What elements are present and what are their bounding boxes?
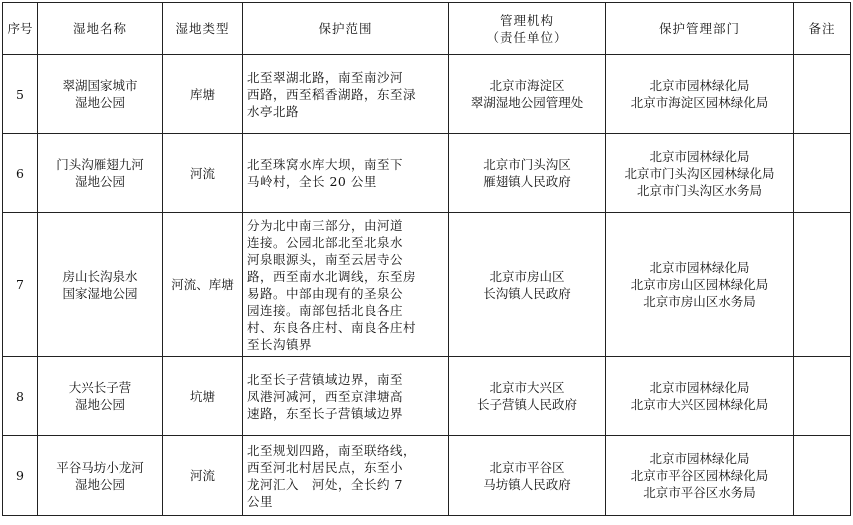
cell-org [449,134,606,213]
name-line: 湿地公园 [74,397,125,412]
org-line: 北京市房山区 [489,268,565,284]
cell-dept [606,357,794,436]
header-org-line: （责任单位） [486,29,568,45]
cell-type: 河流、库塘 [163,213,243,357]
cell-note [794,213,851,357]
scope-line: 易路。中部由现有的圣泉公 [247,285,404,301]
scope-line: 北至珠窝水库大坝，南至下 [247,157,404,172]
cell-no: 8 [3,357,38,436]
cell-org [449,436,606,516]
scope-line: 北至翠湖北路，南至南沙河 [247,69,404,85]
cell-no: 9 [3,436,38,516]
dept-line: 北京市海淀区园林绿化局 [630,95,769,110]
org-line: 长子营镇人民政府 [476,397,577,412]
dept-line: 北京市园林绿化局 [649,148,750,164]
dept-line: 北京市平谷区水务局 [643,485,756,500]
cell-note [794,55,851,134]
cell-no: 6 [3,134,38,213]
scope-line: 马岭村，全长 20 公里 [247,174,377,189]
scope-line: 至长沟镇界 [247,336,313,352]
scope-line: 水亭北路 [247,103,300,119]
cell-no: 7 [3,213,38,357]
name-line: 国家湿地公园 [62,285,138,301]
table-row [3,436,851,516]
org-line: 北京市平谷区 [489,459,565,475]
dept-line: 北京市园林绿化局 [649,78,750,93]
org-line: 翠湖湿地公园管理处 [470,95,584,110]
cell-scope [243,55,449,134]
name-line: 翠湖国家城市 [62,78,138,93]
org-line: 雁翅镇人民政府 [483,174,571,189]
cell-name [38,357,163,436]
dept-line: 北京市平谷区园林绿化局 [630,468,769,483]
cell-name [38,55,163,134]
cell-dept [606,436,794,516]
cell-name [38,134,163,213]
cell-type: 库塘 [163,55,243,134]
scope-line: 路，西至南水北调线，东至房 [247,268,417,284]
dept-line: 北京市门头沟区水务局 [636,182,762,198]
cell-name [38,213,163,357]
scope-line: 北至规划四路，南至联络线， [247,442,417,458]
header-row [3,3,851,55]
dept-line: 北京市园林绿化局 [649,260,750,275]
name-line: 平谷马坊小龙河 [56,459,144,475]
header-no: 序号 [3,3,38,55]
cell-name [38,436,163,516]
scope-line: 北至长子营镇域边界，南至 [247,371,404,387]
cell-scope [243,436,449,516]
scope-line: 分为北中南三部分，由河道 [247,217,404,233]
cell-org [449,213,606,357]
header-note: 备注 [794,3,851,55]
org-line: 北京市海淀区 [489,78,565,93]
org-line: 马坊镇人民政府 [483,476,571,492]
scope-line: 西至河北村居民点，东至小 [247,459,404,475]
header-org [449,3,606,55]
cell-note [794,134,851,213]
cell-org [449,357,606,436]
scope-line: 西路，西至稻香湖路，东至渌 [247,86,417,102]
cell-scope [243,134,449,213]
org-line: 北京市门头沟区 [483,157,571,172]
cell-type: 坑塘 [163,357,243,436]
scope-line: 园连接。南部包括北良各庄 [247,302,404,318]
header-org-line: 管理机构 [499,12,554,28]
cell-note [794,436,851,516]
header-type: 湿地类型 [163,3,243,55]
org-line: 北京市大兴区 [489,380,565,395]
wetland-table [2,2,851,516]
dept-line: 北京市大兴区园林绿化局 [630,397,769,412]
dept-line: 北京市房山区园林绿化局 [630,277,769,292]
name-line: 湿地公园 [74,174,125,189]
name-line: 大兴长子营 [68,380,132,395]
cell-scope [243,213,449,357]
cell-dept [606,213,794,357]
cell-org [449,55,606,134]
dept-line: 北京市园林绿化局 [649,451,750,466]
table-row [3,55,851,134]
cell-no: 5 [3,55,38,134]
scope-line: 凤港河减河，西至京津塘高 [247,388,404,404]
cell-dept [606,134,794,213]
cell-type: 河流 [163,134,243,213]
header-name: 湿地名称 [38,3,163,55]
scope-line: 河泉眼源头，南至云居寺公 [247,251,404,267]
cell-note [794,357,851,436]
dept-line: 北京市门头沟区园林绿化局 [624,165,775,181]
scope-line: 龙河汇入 河处，全长约 7 [247,476,403,492]
scope-line: 村、东良各庄村、南良各庄村 [247,319,417,335]
name-line: 湿地公园 [74,476,125,492]
header-scope: 保护范围 [243,3,449,55]
scope-line: 公里 [247,493,274,509]
name-line: 门头沟雁翅九河 [56,157,144,172]
org-line: 长沟镇人民政府 [483,285,571,301]
header-dept: 保护管理部门 [606,3,794,55]
dept-line: 北京市房山区水务局 [643,294,756,309]
table-row [3,213,851,357]
scope-line: 速路，东至长子营镇域边界 [247,405,404,421]
name-line: 湿地公园 [74,95,125,110]
dept-line: 北京市园林绿化局 [649,380,750,395]
cell-scope [243,357,449,436]
table-row [3,134,851,213]
table-row [3,357,851,436]
cell-type: 河流 [163,436,243,516]
name-line: 房山长沟泉水 [62,268,138,284]
cell-dept [606,55,794,134]
scope-line: 连接。公园北部北至北泉水 [247,234,404,250]
